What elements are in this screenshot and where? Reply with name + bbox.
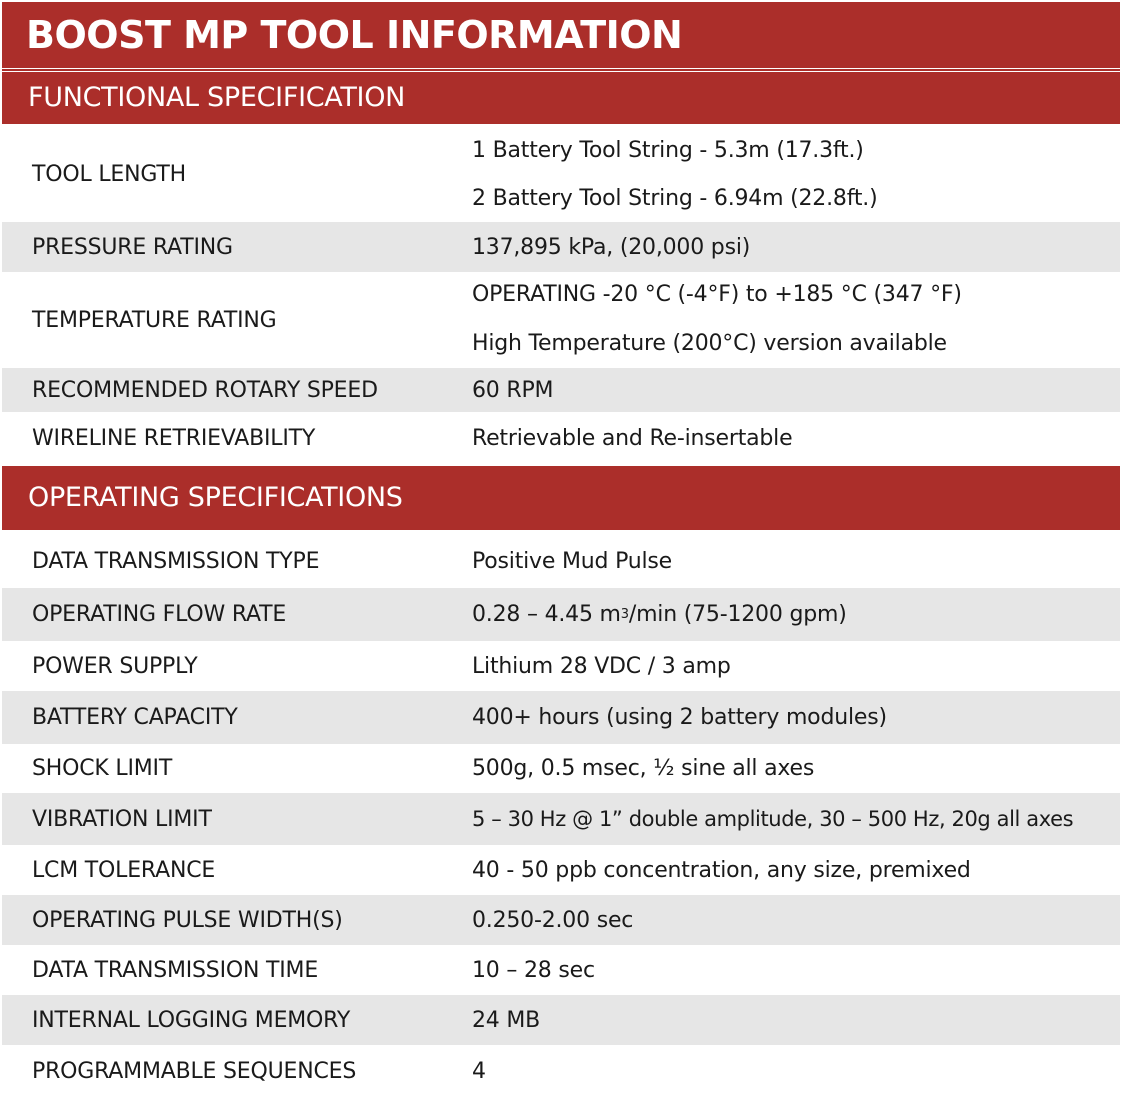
functional-spec-heading: FUNCTIONAL SPECIFICATION (2, 72, 1120, 124)
spec-row-tool-length (2, 126, 1120, 222)
spec-row-programmable-sequences (2, 1045, 1120, 1097)
spec-label: PRESSURE RATING (32, 234, 233, 260)
spec-value: 137,895 kPa, (20,000 psi) (472, 234, 751, 260)
spec-row-rotary-speed (2, 368, 1120, 412)
spec-label: DATA TRANSMISSION TIME (32, 957, 319, 983)
spec-value: 24 MB (472, 1007, 541, 1033)
spec-label: OPERATING FLOW RATE (32, 602, 287, 627)
spec-label: VIBRATION LIMIT (32, 806, 212, 832)
spec-row-temperature-rating (2, 272, 1120, 368)
spec-label: POWER SUPPLY (32, 653, 198, 679)
spec-row-vibration-limit (2, 793, 1120, 845)
spec-value: Positive Mud Pulse (472, 548, 673, 574)
spec-label: DATA TRANSMISSION TYPE (32, 548, 320, 574)
operating-spec-heading: OPERATING SPECIFICATIONS (2, 466, 1120, 530)
title-divider (2, 69, 1120, 71)
spec-row-data-transmission-time (2, 945, 1120, 995)
spec-value: High Temperature (200°C) version available (472, 331, 947, 356)
spec-value: Lithium 28 VDC / 3 amp (472, 653, 731, 679)
spec-row-lcm-tolerance (2, 845, 1120, 895)
spec-row-operating-flow-rate (2, 588, 1120, 641)
spec-row-power-supply (2, 641, 1120, 691)
spec-row-wireline-retrievability (2, 412, 1120, 464)
spec-value: OPERATING -20 °C (-4°F) to +185 °C (347 °F) (472, 282, 962, 307)
spec-label: RECOMMENDED ROTARY SPEED (32, 377, 378, 403)
spec-value: 1 Battery Tool String - 5.3m (17.3ft.) (472, 138, 864, 163)
page-title: BOOST MP TOOL INFORMATION (2, 2, 1120, 68)
spec-label: WIRELINE RETRIEVABILITY (32, 425, 316, 451)
spec-label: SHOCK LIMIT (32, 756, 173, 781)
spec-label: TOOL LENGTH (32, 161, 186, 187)
spec-value: 10 – 28 sec (472, 957, 595, 983)
spec-value: 2 Battery Tool String - 6.94m (22.8ft.) (472, 186, 878, 211)
flow-rate-unit: /min (75-1200 gpm) (628, 602, 847, 627)
spec-row-shock-limit (2, 744, 1120, 793)
spec-value: 0.28 – 4.45 m 3 /min (75-1200 gpm) (472, 602, 847, 627)
spec-value: 5 – 30 Hz @ 1” double amplitude, 30 – 500 Hz, 20g all axes (472, 807, 1074, 831)
spec-value: 500g, 0.5 msec, ½ sine all axes (472, 756, 815, 781)
spec-label: LCM TOLERANCE (32, 857, 216, 883)
spec-value: Retrievable and Re-insertable (472, 425, 793, 451)
spec-label: PROGRAMMABLE SEQUENCES (32, 1058, 357, 1084)
spec-label: BATTERY CAPACITY (32, 705, 238, 730)
spec-label: OPERATING PULSE WIDTH(S) (32, 907, 343, 933)
spec-row-operating-pulse-width (2, 895, 1120, 945)
spec-row-battery-capacity (2, 691, 1120, 744)
flow-rate-text: 0.28 – 4.45 m (472, 602, 621, 627)
spec-row-pressure-rating (2, 222, 1120, 272)
spec-value: 4 (472, 1058, 486, 1084)
spec-row-data-transmission-type (2, 534, 1120, 588)
spec-value: 60 RPM (472, 377, 554, 403)
spec-value: 0.250-2.00 sec (472, 907, 634, 933)
spec-row-internal-logging-memory (2, 995, 1120, 1045)
spec-value: 40 - 50 ppb concentration, any size, premixed (472, 857, 971, 883)
spec-value: 400+ hours (using 2 battery modules) (472, 705, 887, 730)
spec-label: TEMPERATURE RATING (32, 307, 277, 333)
spec-label: INTERNAL LOGGING MEMORY (32, 1007, 351, 1033)
